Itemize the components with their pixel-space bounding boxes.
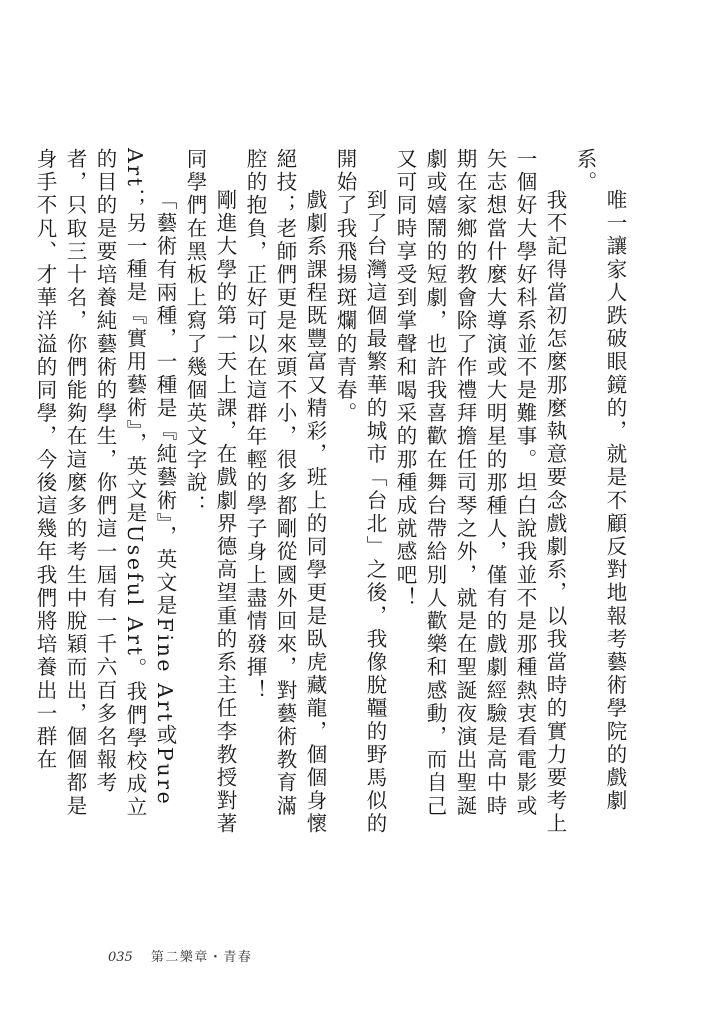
running-head: 第二樂章・青春 [150, 950, 253, 965]
page-number: 035 [108, 950, 133, 965]
paragraph-3: 到了台灣這個最繁華的城市「台北」之後，我像脫韁的野馬似的開始了我飛揚斑爛的青春。 [333, 148, 387, 836]
paragraph-4: 戲劇系課程既豐富又精彩，班上的同學更是臥虎藏龍，個個身懷絕技；老師們更是來頭不小，很多都剛從國外回來，對藝術教育滿腔的抱負，正好可以在這群年輕的學子身上盡情發揮！ [243, 148, 327, 836]
paragraph-5: 剛進大學的第一天上課，在戲劇界德高望重的系主任李教授對著同學們在黑板上寫了幾個英文字說： [183, 148, 237, 836]
vertical-text-body [33, 148, 630, 838]
page-footer [108, 946, 252, 965]
paragraph-1: 唯一讓家人跌破眼鏡的，就是不顧反對地報考藝術學院的戲劇系。 [573, 148, 627, 813]
paragraph-6: 「藝術有兩種，一種是『純藝術』，英文是Fine Art或Pure Art；另一種是『實用藝術』，英文是Useful Art。我們學校成立的目的是要培養純藝術的學生，你們這一屆有一千六百多名報考者，只取三十名，你們能夠在這麼多的考生中脫穎而出，個個都是身手不凡、才華洋溢的同學，今後這幾年我們將培養出一群在 [33, 148, 177, 820]
paragraph-2: 我不記得當初怎麼那麼執意要念戲劇系，以我當時的實力要考上一個好大學好科系並不是難事。坦白說我並不是那種熱衷看電影或矢志想當什麼大導演或大明星的那種人，僅有的戲劇經驗是高中時期在家鄉的教會除了作禮拜擔任司琴之外，就是在聖誕夜演出聖誕劇或嬉鬧的短劇，也許我喜歡在舞台帶給別人歡樂和感動，而自己又可同時享受到掌聲和喝采的那種成就感吧！ [393, 148, 567, 836]
